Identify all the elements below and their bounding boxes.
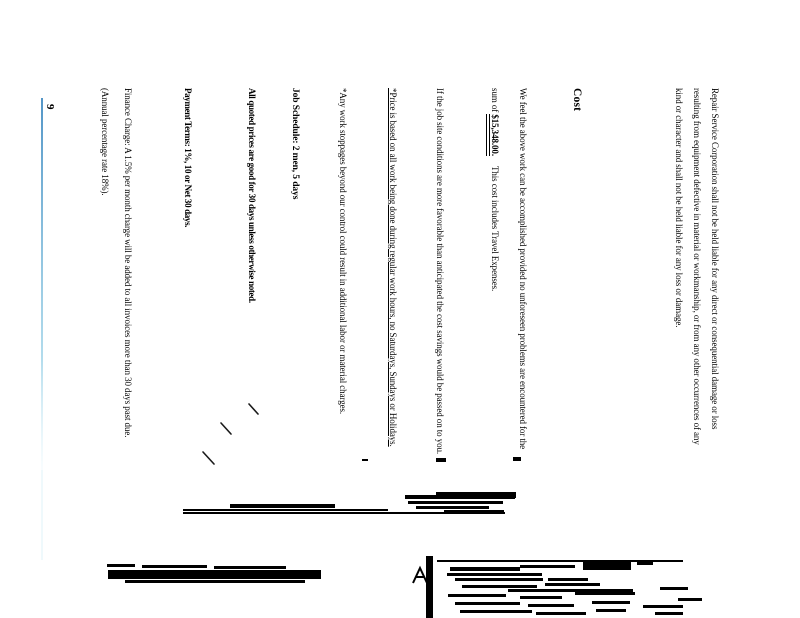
liability-line-3: kind or character and shall not be held liable for any loss or damage. — [674, 88, 684, 328]
jobsite-line: If the job site conditions are more favorable than anticipated the cost savings would be passed on to you. — [435, 88, 445, 455]
liability-line-2: resulting from equipment defective in material or workmanship, or from any other occurrences of any — [692, 88, 702, 445]
redaction-scribble-marks — [183, 457, 521, 514]
job-schedule-line: Job Schedule: 2 men, 5 days — [290, 88, 300, 200]
sum-prefix: sum of — [490, 88, 500, 115]
price-note-line: *Price is based on all work being done during regular work hours, no Saturdays, Sundays or Holidays. — [388, 88, 398, 447]
page-number: 9 — [44, 104, 56, 110]
finance-charge-line-1: Finance Charge: A 1.5% per month charge will be added to all invoices more than 30 days past due. — [123, 88, 133, 438]
letter-a-mark — [413, 568, 427, 583]
sum-suffix: This cost includes Travel Expenses. — [490, 165, 500, 292]
quoted-amount: $15,348.00. — [486, 114, 500, 156]
cost-heading: Cost — [571, 88, 583, 112]
liability-line-1: Repair Service Corporation shall not be held liable for any direct or consequential damage or loss — [710, 88, 720, 430]
sum-line-1: We feel the above work can be accomplished provided no unforeseen problems are encountered for the — [518, 88, 528, 450]
blue-scan-line — [41, 98, 43, 560]
signature-scribble — [413, 556, 702, 618]
payment-terms-line: Payment Terms: 1%, 10 or Net 30 days. — [183, 88, 193, 228]
quote-validity-line: All quoted prices are good for 30 days unless otherwise noted. — [247, 88, 257, 303]
pen-check-marks — [203, 404, 258, 464]
stoppage-note-line: *Any work stoppages beyond our control could result in additional labor or material charges. — [338, 88, 348, 415]
finance-charge-line-2: (Annual percentage rate 18%). — [100, 88, 110, 196]
black-scan-bars — [107, 564, 321, 583]
